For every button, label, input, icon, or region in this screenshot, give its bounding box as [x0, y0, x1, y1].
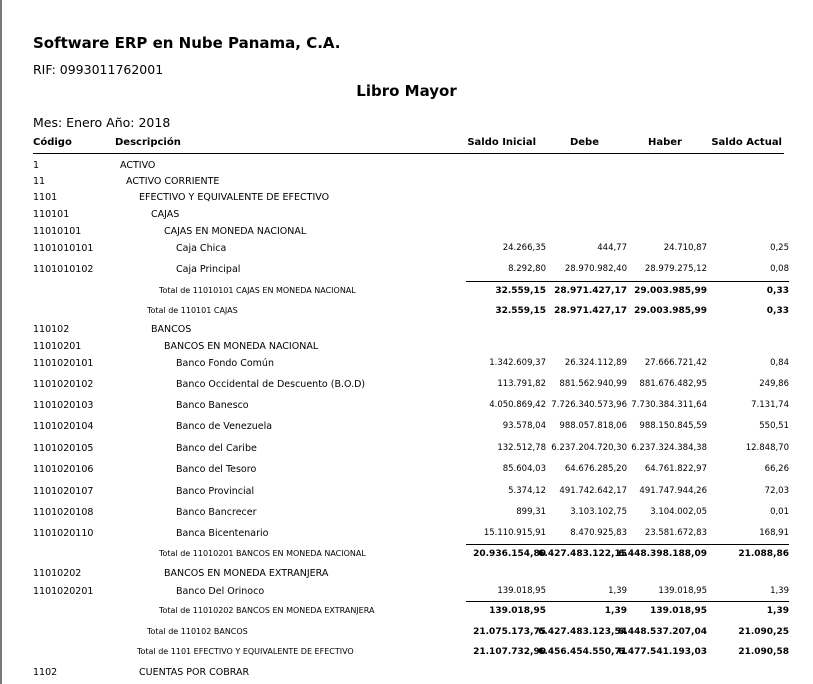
- saldo-actual: 168,91: [759, 528, 789, 538]
- group-row: [0, 667, 813, 681]
- debe: 988.057.818,06: [559, 421, 627, 431]
- haber: 6.477.541.193,03: [618, 647, 707, 657]
- group-row: [0, 568, 813, 582]
- total-row: [0, 606, 813, 620]
- account-code: 1101020108: [33, 507, 94, 518]
- debe: 28.971.427,17: [554, 286, 627, 296]
- report-period: Mes: Enero Año: 2018: [33, 115, 171, 130]
- account-row: [0, 464, 813, 478]
- debe: 6.427.483.122,15: [538, 549, 627, 559]
- account-description: ACTIVO: [120, 160, 156, 171]
- haber: 29.003.985,99: [634, 286, 707, 296]
- subtotal-rule: [466, 601, 789, 602]
- debe: 28.971.427,17: [554, 306, 627, 316]
- account-row: [0, 486, 813, 500]
- saldo-inicial: 139.018,95: [497, 586, 546, 596]
- haber: 6.237.324.384,38: [631, 443, 707, 453]
- company-rif: RIF: 0993011762001: [33, 62, 164, 77]
- account-row: [0, 400, 813, 414]
- total-row: [0, 627, 813, 641]
- account-code: 1101: [33, 192, 58, 203]
- header-rule: [33, 153, 784, 154]
- debe: 8.470.925,83: [570, 528, 627, 538]
- account-description: Total de 110101 CAJAS: [147, 306, 238, 315]
- account-code: 1101020102: [33, 379, 94, 390]
- debe: 6.427.483.123,54: [538, 627, 627, 637]
- saldo-inicial: 93.578,04: [502, 421, 546, 431]
- saldo-actual: 0,84: [770, 358, 789, 368]
- debe: 64.676.285,20: [564, 464, 627, 474]
- account-code: 1102: [33, 667, 58, 678]
- account-code: 1: [33, 160, 40, 171]
- debe: 3.103.102,75: [570, 507, 627, 517]
- saldo-actual: 21.090,58: [738, 647, 789, 657]
- haber: 139.018,95: [650, 606, 707, 616]
- account-description: Banco del Tesoro: [176, 464, 257, 475]
- account-description: Total de 1101 EFECTIVO Y EQUIVALENTE DE EFECTIVO: [137, 647, 354, 656]
- account-description: Total de 11010202 BANCOS EN MONEDA EXTRANJERA: [159, 606, 375, 615]
- group-row: [0, 324, 813, 338]
- column-header-code: Código: [33, 137, 72, 148]
- column-header-haber: Haber: [648, 137, 682, 148]
- saldo-inicial: 139.018,95: [489, 606, 546, 616]
- saldo-inicial: 21.107.732,90: [473, 647, 546, 657]
- saldo-inicial: 8.292,80: [508, 264, 546, 274]
- debe: 1,39: [608, 586, 627, 596]
- saldo-inicial: 899,31: [516, 507, 546, 517]
- saldo-inicial: 32.559,15: [495, 306, 546, 316]
- saldo-inicial: 15.110.915,91: [483, 528, 546, 538]
- account-code: 1101010101: [33, 243, 94, 254]
- account-code: 1101020107: [33, 486, 94, 497]
- haber: 491.747.944,26: [639, 486, 707, 496]
- haber: 3.104.002,05: [650, 507, 707, 517]
- account-description: Banco Bancrecer: [176, 507, 257, 518]
- account-row: [0, 528, 813, 542]
- report-title: Libro Mayor: [356, 82, 457, 100]
- total-row: [0, 306, 813, 320]
- account-description: Banco de Venezuela: [176, 421, 273, 432]
- total-row: [0, 286, 813, 300]
- saldo-actual: 0,25: [770, 243, 789, 253]
- account-code: 11010201: [33, 341, 82, 352]
- total-row: [0, 647, 813, 661]
- column-header-saldo-inicial: Saldo Inicial: [467, 137, 536, 148]
- saldo-actual: 21.090,25: [738, 627, 789, 637]
- debe: 1,39: [604, 606, 627, 616]
- saldo-inicial: 113.791,82: [497, 379, 546, 389]
- group-row: [0, 176, 813, 190]
- account-code: 1101020104: [33, 421, 94, 432]
- account-row: [0, 264, 813, 278]
- haber: 23.581.672,83: [644, 528, 707, 538]
- saldo-actual: 1,39: [770, 586, 789, 596]
- haber: 27.666.721,42: [644, 358, 707, 368]
- column-header-debe: Debe: [569, 137, 599, 148]
- account-description: Banco Provincial: [176, 486, 255, 497]
- debe: 6.237.204.720,30: [551, 443, 627, 453]
- account-description: CAJAS: [151, 209, 180, 220]
- debe: 881.562.940,99: [559, 379, 627, 389]
- saldo-inicial: 32.559,15: [495, 286, 546, 296]
- haber: 988.150.845,59: [639, 421, 707, 431]
- saldo-actual: 550,51: [759, 421, 789, 431]
- account-row: [0, 243, 813, 257]
- saldo-inicial: 132.512,78: [497, 443, 546, 453]
- haber: 6.448.537.207,04: [618, 627, 707, 637]
- account-code: 1101020105: [33, 443, 94, 454]
- account-description: BANCOS: [151, 324, 192, 335]
- haber: 24.710,87: [663, 243, 707, 253]
- account-code: 11010202: [33, 568, 82, 579]
- account-code: 110102: [33, 324, 70, 335]
- account-description: Total de 110102 BANCOS: [147, 627, 248, 636]
- subtotal-rule: [466, 281, 789, 282]
- haber: 6.448.398.188,09: [618, 549, 707, 559]
- saldo-inicial: 24.266,35: [502, 243, 546, 253]
- account-row: [0, 507, 813, 521]
- saldo-inicial: 85.604,03: [502, 464, 546, 474]
- saldo-actual: 249,86: [759, 379, 789, 389]
- account-row: [0, 379, 813, 393]
- group-row: [0, 160, 813, 174]
- company-name: Software ERP en Nube Panama, C.A.: [33, 34, 341, 52]
- debe: 491.742.642,17: [559, 486, 627, 496]
- saldo-actual: 21.088,86: [738, 549, 789, 559]
- account-description: Caja Chica: [176, 243, 227, 254]
- account-description: Caja Principal: [176, 264, 241, 275]
- account-description: BANCOS EN MONEDA EXTRANJERA: [164, 568, 329, 579]
- account-description: Total de 11010101 CAJAS EN MONEDA NACIONAL: [159, 286, 356, 295]
- column-header-saldo-actual: Saldo Actual: [711, 137, 782, 148]
- group-row: [0, 226, 813, 240]
- account-code: 1101020201: [33, 586, 94, 597]
- saldo-actual: 1,39: [766, 606, 789, 616]
- account-row: [0, 358, 813, 372]
- saldo-inicial: 1.342.609,37: [489, 358, 546, 368]
- haber: 28.979.275,12: [644, 264, 707, 274]
- account-description: ACTIVO CORRIENTE: [126, 176, 220, 187]
- saldo-actual: 66,26: [764, 464, 789, 474]
- debe: 7.726.340.573,96: [551, 400, 627, 410]
- account-description: Total de 11010201 BANCOS EN MONEDA NACIONAL: [159, 549, 366, 558]
- account-code: 110101: [33, 209, 70, 220]
- saldo-actual: 0,33: [766, 306, 789, 316]
- group-row: [0, 341, 813, 355]
- debe: 444,77: [597, 243, 627, 253]
- group-row: [0, 192, 813, 206]
- saldo-actual: 7.131,74: [751, 400, 789, 410]
- account-description: Banco Banesco: [176, 400, 249, 411]
- account-description: CUENTAS POR COBRAR: [139, 667, 250, 678]
- debe: 26.324.112,89: [564, 358, 627, 368]
- account-row: [0, 421, 813, 435]
- saldo-inicial: 5.374,12: [508, 486, 546, 496]
- account-description: CAJAS EN MONEDA NACIONAL: [164, 226, 307, 237]
- saldo-inicial: 21.075.173,75: [473, 627, 546, 637]
- account-code: 11010101: [33, 226, 82, 237]
- haber: 7.730.384.311,64: [631, 400, 707, 410]
- saldo-actual: 72,03: [764, 486, 789, 496]
- account-description: Banco Occidental de Descuento (B.O.D): [176, 379, 366, 390]
- account-code: 1101020110: [33, 528, 94, 539]
- saldo-actual: 12.848,70: [745, 443, 789, 453]
- saldo-inicial: 4.050.869,42: [489, 400, 546, 410]
- group-row: [0, 209, 813, 223]
- account-description: BANCOS EN MONEDA NACIONAL: [164, 341, 319, 352]
- account-code: 1101020106: [33, 464, 94, 475]
- account-description: Banco del Caribe: [176, 443, 257, 454]
- account-code: 11: [33, 176, 46, 187]
- column-header-description: Descripción: [115, 137, 181, 148]
- saldo-actual: 0,01: [770, 507, 789, 517]
- haber: 29.003.985,99: [634, 306, 707, 316]
- total-row: [0, 549, 813, 563]
- account-code: 1101010102: [33, 264, 94, 275]
- subtotal-rule: [466, 544, 789, 545]
- debe: 28.970.982,40: [564, 264, 627, 274]
- account-row: [0, 586, 813, 600]
- account-description: Banco Del Orinoco: [176, 586, 265, 597]
- haber: 64.761.822,97: [644, 464, 707, 474]
- haber: 881.676.482,95: [639, 379, 707, 389]
- account-code: 1101020101: [33, 358, 94, 369]
- account-description: EFECTIVO Y EQUIVALENTE DE EFECTIVO: [139, 192, 330, 203]
- account-description: Banca Bicentenario: [176, 528, 269, 539]
- debe: 6.456.454.550,71: [538, 647, 627, 657]
- saldo-actual: 0,08: [770, 264, 789, 274]
- account-description: Banco Fondo Común: [176, 358, 274, 369]
- haber: 139.018,95: [658, 586, 707, 596]
- saldo-actual: 0,33: [766, 286, 789, 296]
- saldo-inicial: 20.936.154,80: [473, 549, 546, 559]
- account-code: 1101020103: [33, 400, 94, 411]
- account-row: [0, 443, 813, 457]
